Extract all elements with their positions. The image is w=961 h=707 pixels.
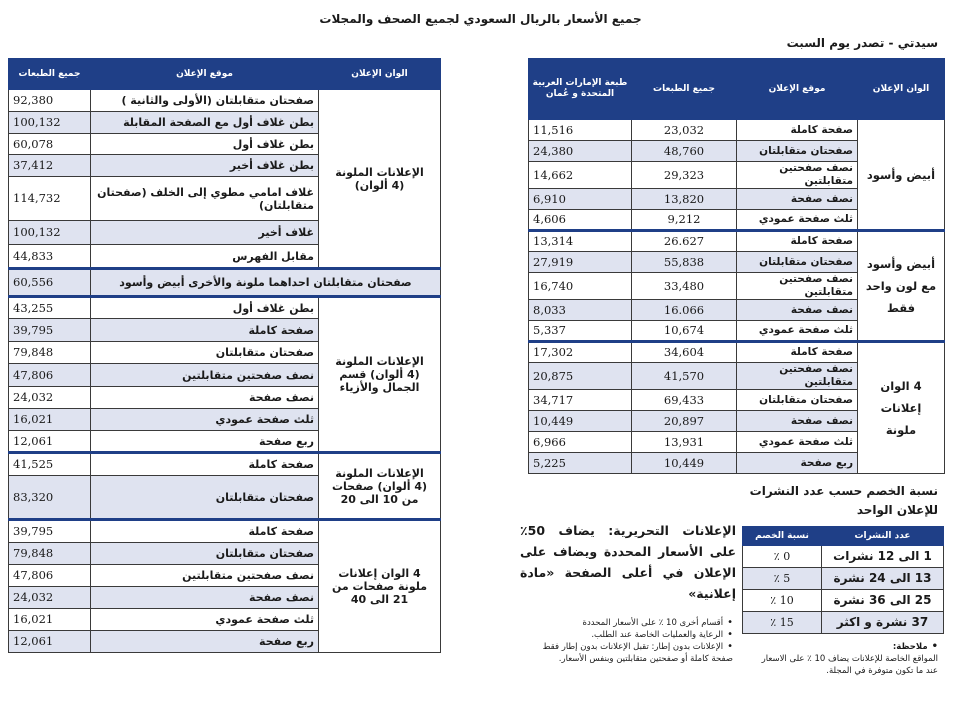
table-row: [743, 590, 944, 612]
header-all-editions: جميع الطبعات: [9, 59, 91, 90]
ad-color-group: 4 الوان إعلانات ملونة: [858, 342, 945, 474]
header-uae-oman-edition: طبعة الإمارات العربية المتحدة و عُمان: [529, 59, 632, 120]
position-cell: صفحة كاملة: [737, 231, 858, 252]
position-cell: صفحتان متقابلتان: [91, 476, 319, 520]
table-row: [743, 568, 944, 590]
table-row: [529, 120, 945, 141]
all-editions-price: 33,480: [632, 273, 737, 300]
price-cell: 39,795: [9, 319, 91, 342]
header-all-editions: جميع الطبعات: [632, 59, 737, 120]
position-cell: ثلث صفحة عمودي: [737, 210, 858, 231]
note-special-positions: المواقع الخاصة للإعلانات يضاف 10 ٪ على الاسعار عند ما تكون متوفرة في المجلة.: [761, 654, 938, 676]
position-cell: ربع صفحة: [91, 631, 319, 653]
discount-rate-cell: 15 ٪: [743, 612, 822, 634]
uae-edition-price: 20,875: [529, 363, 632, 390]
header-discount-rate: نسبة الخصم: [743, 527, 822, 546]
position-cell: نصف صفحتين متقابلتين: [91, 364, 319, 387]
position-cell: نصف صفحتين متقابلتين: [91, 565, 319, 587]
uae-edition-price: 6,966: [529, 432, 632, 453]
price-cell: 39,795: [9, 520, 91, 543]
price-cell: 100,132: [9, 221, 91, 245]
all-editions-price: 13,931: [632, 432, 737, 453]
note-sponsorship: • الرعاية والعمليات الخاصة عند الطلب.: [530, 629, 733, 641]
position-cell: نصف صفحتين متقابلتين: [737, 162, 858, 189]
insertions-cell: 37 نشرة و اكثر: [822, 612, 944, 634]
price-cell: 79,848: [9, 543, 91, 565]
magazine-subtitle: سيدتي - تصدر يوم السبت: [786, 36, 938, 50]
discount-title-line2: للإعلان الواحد: [856, 503, 938, 517]
price-cell: 114,732: [9, 177, 91, 221]
table-row: [9, 90, 441, 112]
price-cell: 47,806: [9, 565, 91, 587]
position-cell: ثلث صفحة عمودي: [737, 432, 858, 453]
position-cell: صفحة كاملة: [737, 342, 858, 363]
price-cell: 92,380: [9, 90, 91, 112]
all-editions-price: 34,604: [632, 342, 737, 363]
price-cell: 44,833: [9, 245, 91, 269]
position-cell: نصف صفحة: [737, 189, 858, 210]
uae-edition-price: 5,337: [529, 321, 632, 342]
uae-edition-price: 13,314: [529, 231, 632, 252]
price-cell: 79,848: [9, 342, 91, 364]
position-cell: ثلث صفحة عمودي: [737, 321, 858, 342]
ad-color-group: أبيض وأسود مع لون واحد فقط: [858, 231, 945, 342]
discount-rate-cell: 5 ٪: [743, 568, 822, 590]
note-frameless: • الإعلانات بدون إطار: تقبل الإعلانات بدون إطار فقط صفحة كاملة أو صفحتين متقابلتين وبنفس الأسعار.: [530, 641, 733, 665]
uae-edition-price: 27,919: [529, 252, 632, 273]
uae-edition-price: 8,033: [529, 300, 632, 321]
uae-edition-price: 6,910: [529, 189, 632, 210]
position-cell: صفحتان متقابلتان: [91, 342, 319, 364]
position-cell: صفحة كاملة: [91, 319, 319, 342]
all-editions-price: 10,674: [632, 321, 737, 342]
position-cell: بطن غلاف أخير: [91, 155, 319, 177]
insertions-cell: 25 الى 36 نشرة: [822, 590, 944, 612]
uae-edition-price: 5,225: [529, 453, 632, 474]
price-cell: 37,412: [9, 155, 91, 177]
price-cell: 60,556: [9, 269, 91, 297]
position-cell: غلاف امامي مطوي إلى الخلف (صفحتان متقابلتان): [91, 177, 319, 221]
price-cell: 12,061: [9, 431, 91, 453]
left-price-table: [8, 58, 441, 653]
price-cell: 16,021: [9, 409, 91, 431]
header-insertions: عدد النشرات: [822, 527, 944, 546]
all-editions-price: 29,323: [632, 162, 737, 189]
uae-edition-price: 16,740: [529, 273, 632, 300]
all-editions-price: 41,570: [632, 363, 737, 390]
price-cell: 100,132: [9, 112, 91, 134]
header-ad-position: موقع الإعلان: [737, 59, 858, 120]
position-cell: ربع صفحة: [91, 431, 319, 453]
position-cell: صفحة كاملة: [91, 520, 319, 543]
price-cell: 16,021: [9, 609, 91, 631]
all-editions-price: 13,820: [632, 189, 737, 210]
position-cell: نصف صفحة: [737, 411, 858, 432]
uae-edition-price: 10,449: [529, 411, 632, 432]
position-cell: صفحتان متقابلتان: [737, 141, 858, 162]
position-cell: ثلث صفحة عمودي: [91, 609, 319, 631]
price-cell: 60,078: [9, 134, 91, 155]
banner-position: صفحتان متقابلتان احداهما ملونة والأخرى أبيض وأسود: [91, 269, 441, 297]
all-editions-price: 20,897: [632, 411, 737, 432]
ad-color-group: الإعلانات الملونة (4 ألوان) صفحات من 10 الى 20: [319, 453, 441, 520]
price-cell: 47,806: [9, 364, 91, 387]
price-cell: 24,032: [9, 387, 91, 409]
ad-color-group: الإعلانات الملونة (4 ألوان) قسم الجمال والأزياء: [319, 297, 441, 453]
discount-table-grid: [742, 526, 944, 634]
table-row: [743, 612, 944, 634]
editorial-note: الإعلانات التحريرية: يضاف 50٪ على الأسعار المحددة ويضاف على الإعلان في أعلى الصفحة «مادة إعلانية»: [520, 523, 736, 601]
position-cell: صفحتان متقابلتان: [91, 543, 319, 565]
all-editions-price: 48,760: [632, 141, 737, 162]
uae-edition-price: 17,302: [529, 342, 632, 363]
all-editions-price: 69,433: [632, 390, 737, 411]
all-editions-price: 26.627: [632, 231, 737, 252]
table-row: [9, 453, 441, 476]
right-price-table: [528, 58, 945, 474]
position-cell: نصف صفحتين متقابلتين: [737, 363, 858, 390]
uae-edition-price: 34,717: [529, 390, 632, 411]
ad-color-group: الإعلانات الملونة (4 ألوان): [319, 90, 441, 269]
note-other-sections: • أقسام أخرى 10 ٪ على الأسعار المحددة: [530, 617, 733, 629]
insertions-cell: 1 الى 12 نشرات: [822, 546, 944, 568]
uae-edition-price: 14,662: [529, 162, 632, 189]
table-row: [529, 231, 945, 252]
position-cell: نصف صفحة: [91, 587, 319, 609]
uae-edition-price: 4,606: [529, 210, 632, 231]
table-row: [529, 342, 945, 363]
position-cell: صفحتان متقابلتان: [737, 252, 858, 273]
position-cell: صفحتان متقابلتان (الأولى والثانية ): [91, 90, 319, 112]
all-editions-price: 23,032: [632, 120, 737, 141]
all-editions-price: 55,838: [632, 252, 737, 273]
position-cell: نصف صفحتين متقابلتين: [737, 273, 858, 300]
discount-title: [750, 482, 938, 520]
position-cell: مقابل الفهرس: [91, 245, 319, 269]
discount-rate-cell: 10 ٪: [743, 590, 822, 612]
position-cell: بطن غلاف أول: [91, 134, 319, 155]
price-cell: 83,320: [9, 476, 91, 520]
table-row: [9, 520, 441, 543]
page-title: جميع الأسعار بالريال السعودي لجميع الصحف والمجلات: [319, 12, 642, 26]
position-cell: ثلث صفحة عمودي: [91, 409, 319, 431]
ad-color-group: أبيض وأسود: [858, 120, 945, 231]
notes-title: • ملاحظة:: [748, 641, 938, 653]
ad-color-group: 4 الوان إعلانات ملونة صفحات من 21 الى 40: [319, 520, 441, 653]
position-cell: بطن غلاف أول: [91, 297, 319, 319]
insertions-cell: 13 الى 24 نشرة: [822, 568, 944, 590]
price-cell: 24,032: [9, 587, 91, 609]
discount-title-line1: نسبة الخصم حسب عدد النشرات: [749, 484, 938, 498]
all-editions-price: 10,449: [632, 453, 737, 474]
price-cell: 43,255: [9, 297, 91, 319]
position-cell: صفحة كاملة: [737, 120, 858, 141]
price-cell: 41,525: [9, 453, 91, 476]
notes-right: [748, 641, 938, 677]
position-cell: ربع صفحة: [737, 453, 858, 474]
uae-edition-price: 24,380: [529, 141, 632, 162]
uae-edition-price: 11,516: [529, 120, 632, 141]
header-ad-colors: الوان الإعلان: [858, 59, 945, 120]
table-row: [743, 546, 944, 568]
notes-left: [530, 617, 733, 665]
table-row: [9, 297, 441, 319]
all-editions-price: 9,212: [632, 210, 737, 231]
price-cell: 12,061: [9, 631, 91, 653]
header-ad-position: موقع الإعلان: [91, 59, 319, 90]
position-cell: نصف صفحة: [737, 300, 858, 321]
position-cell: غلاف أخير: [91, 221, 319, 245]
all-editions-price: 16.066: [632, 300, 737, 321]
table-row: [9, 269, 441, 297]
position-cell: نصف صفحة: [91, 387, 319, 409]
discount-rate-cell: 0 ٪: [743, 546, 822, 568]
position-cell: بطن غلاف أول مع الصفحة المقابلة: [91, 112, 319, 134]
position-cell: صفحتان متقابلتان: [737, 390, 858, 411]
header-ad-colors: الوان الإعلان: [319, 59, 441, 90]
position-cell: صفحة كاملة: [91, 453, 319, 476]
